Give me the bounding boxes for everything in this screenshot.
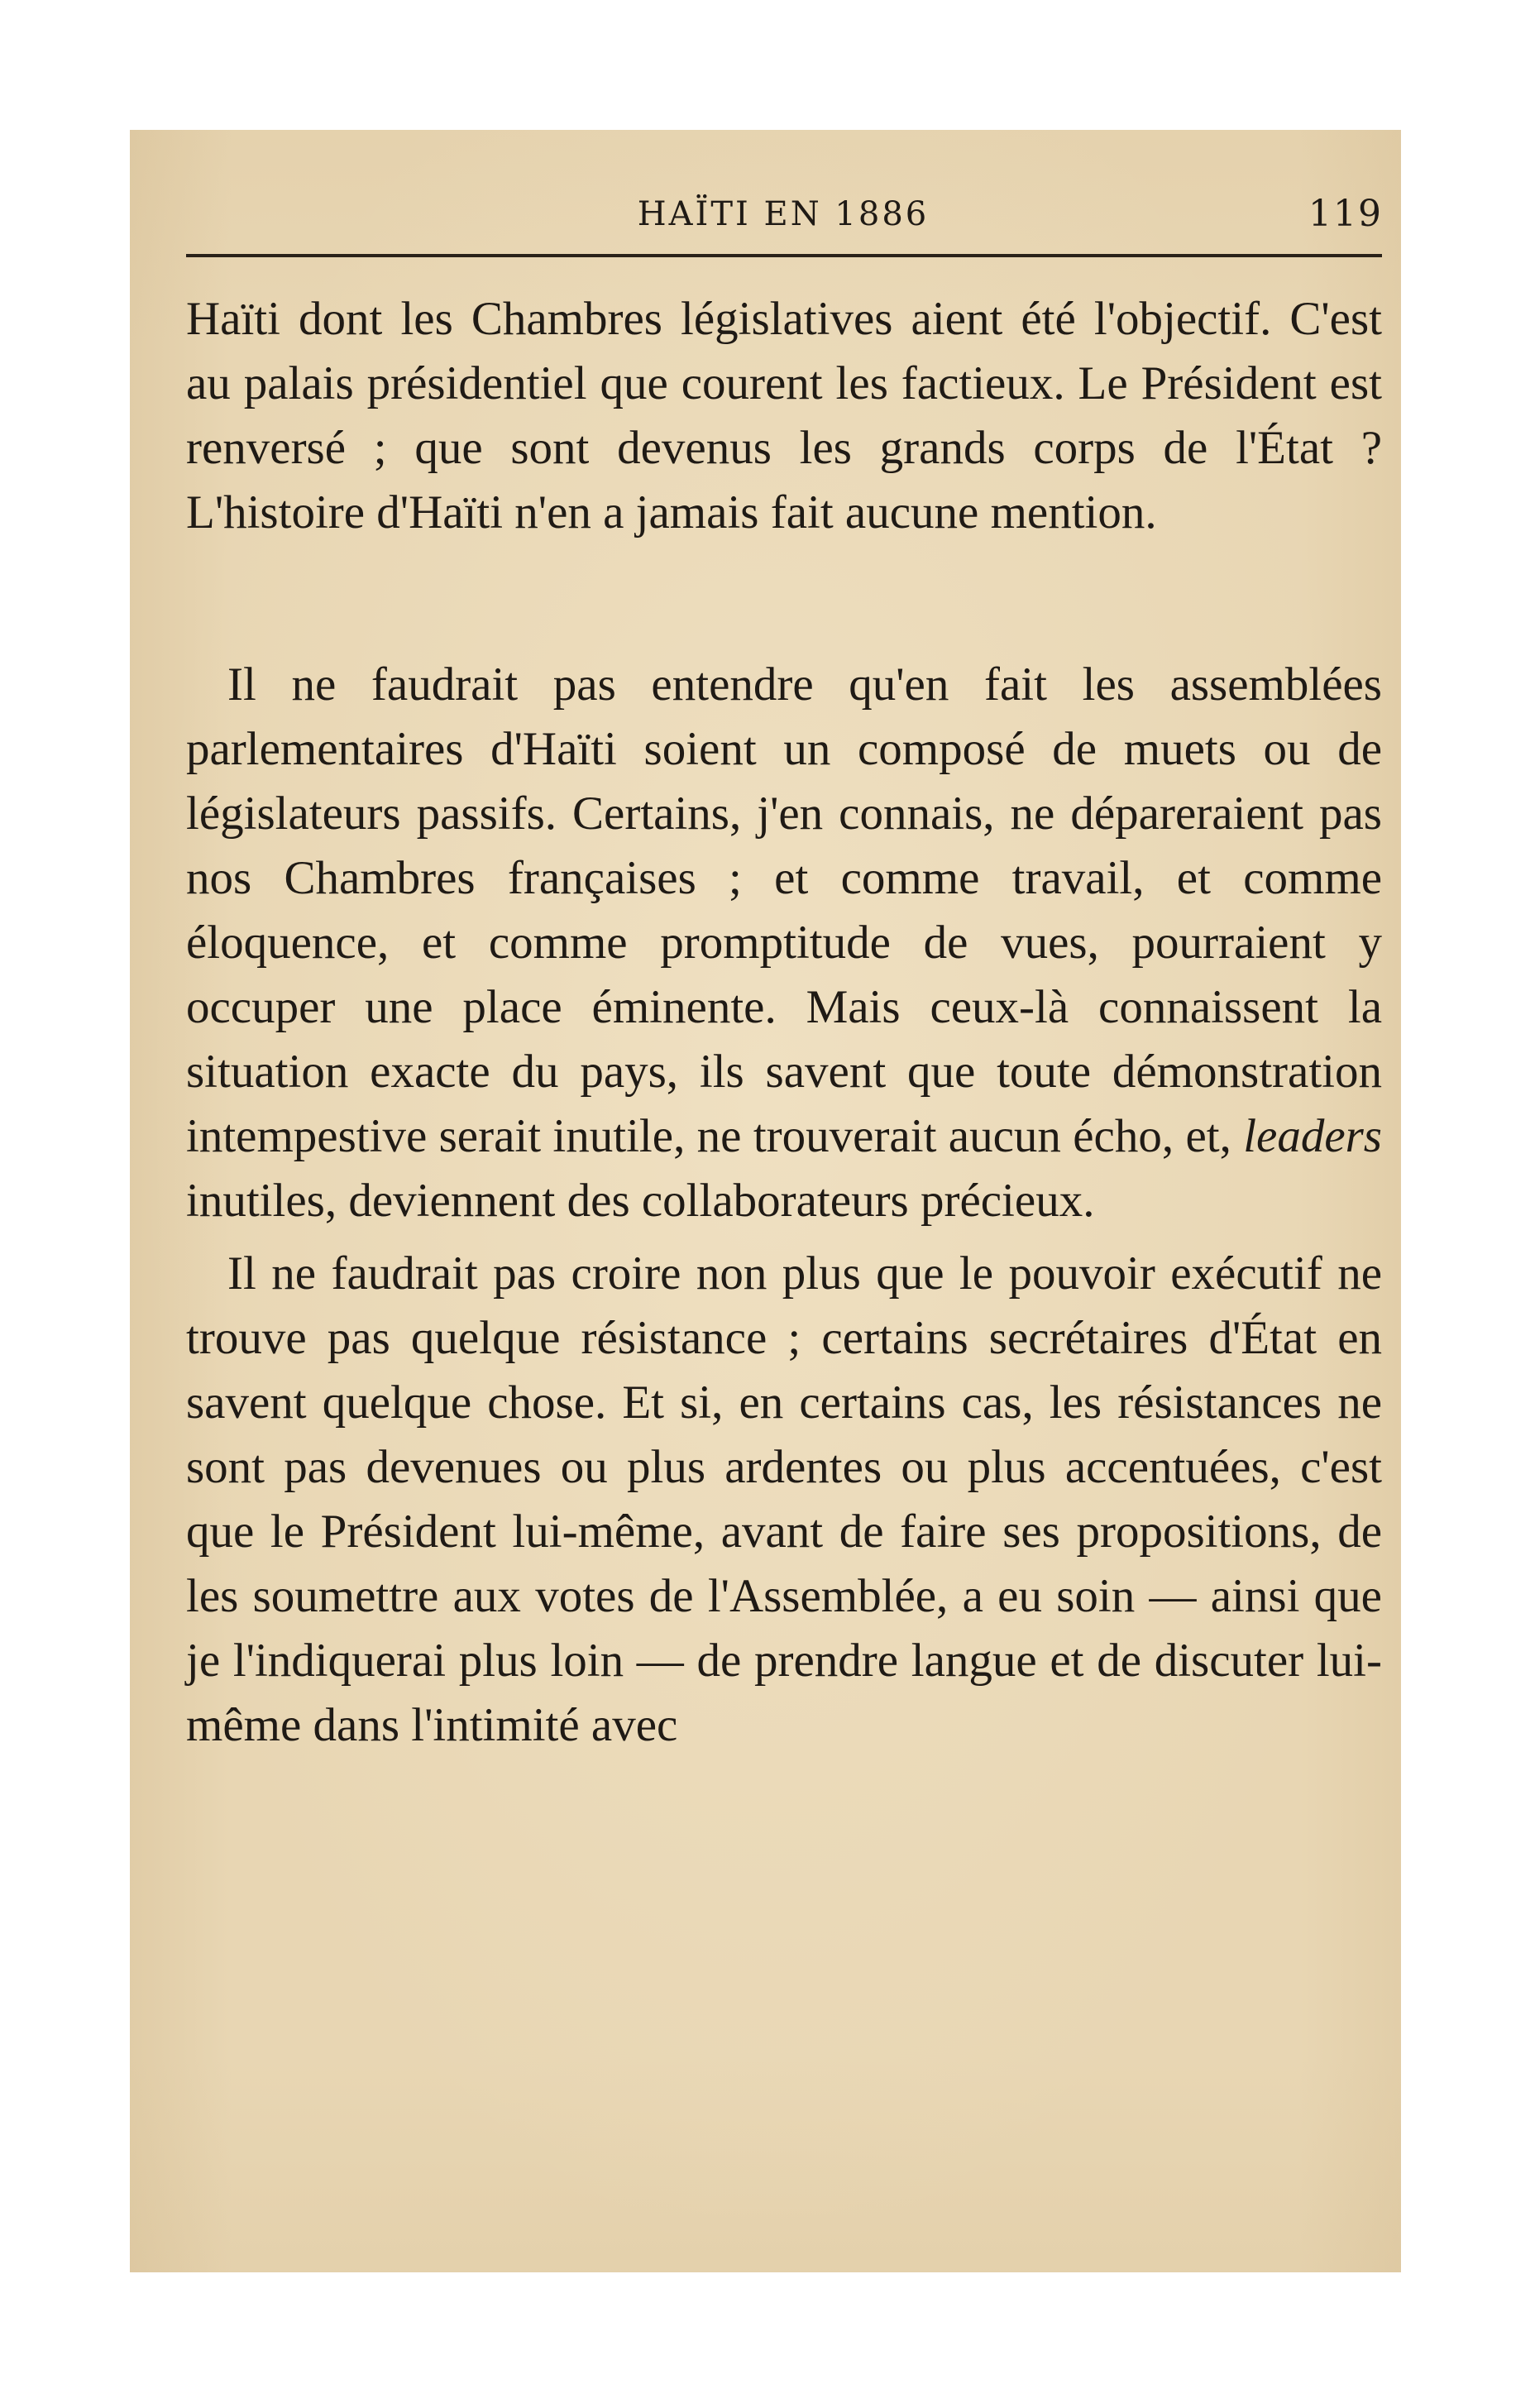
italic-word-leaders: leaders [1243,1110,1382,1162]
running-header [184,189,1383,239]
paragraph-1: Haïti dont les Chambres législatives aient été l'objectif. C'est au palais présidentiel que courent les factieux. Le Président est renversé ; que sont devenus les grands corps de l'État ? L'histoire d'Haïti n'en a jamais fait aucune mention. [186,293,1382,539]
paragraph-3: Il ne faudrait pas croire non plus que le pouvoir exécutif ne trouve pas quelque résistance ; certains secrétaires d'État en savent quelque chose. Et si, en certains cas, les résistances ne sont pas devenues ou plus ardentes ou plus accentuées, c'est que le Président lui-même, avant de faire ses propositions, de les soumettre aux votes de l'Assemblée, a eu soin — ainsi que je l'indiquerai plus loin — de prendre langue et de discuter lui-même dans l'intimité avec [186,1247,1382,1751]
book-page [130,130,1401,2272]
paragraph-2 [186,653,1382,1233]
page-number: 119 [1308,193,1383,235]
body-text [186,287,1382,1758]
running-title: HAÏTI EN 1886 [637,195,930,233]
header-rule [186,254,1382,257]
paragraph-2-text-end: inutiles, deviennent des collaborateurs précieux. [186,1175,1095,1227]
paragraph-2-text-start: Il ne faudrait pas entendre qu'en fait les assemblées parlementaires d'Haïti soient un composé de muets ou de législateurs passifs. Certains, j'en connais, ne dépareraient pas nos Chambres françaises ; et comme travail, et comme éloquence, et comme promptitude de vues, pourraient y occuper une place éminente. Mais ceux-là connaissent la situation exacte du pays, ils savent que toute démonstration intempestive serait inutile, ne trouverait aucun écho, et, [186,658,1382,1162]
